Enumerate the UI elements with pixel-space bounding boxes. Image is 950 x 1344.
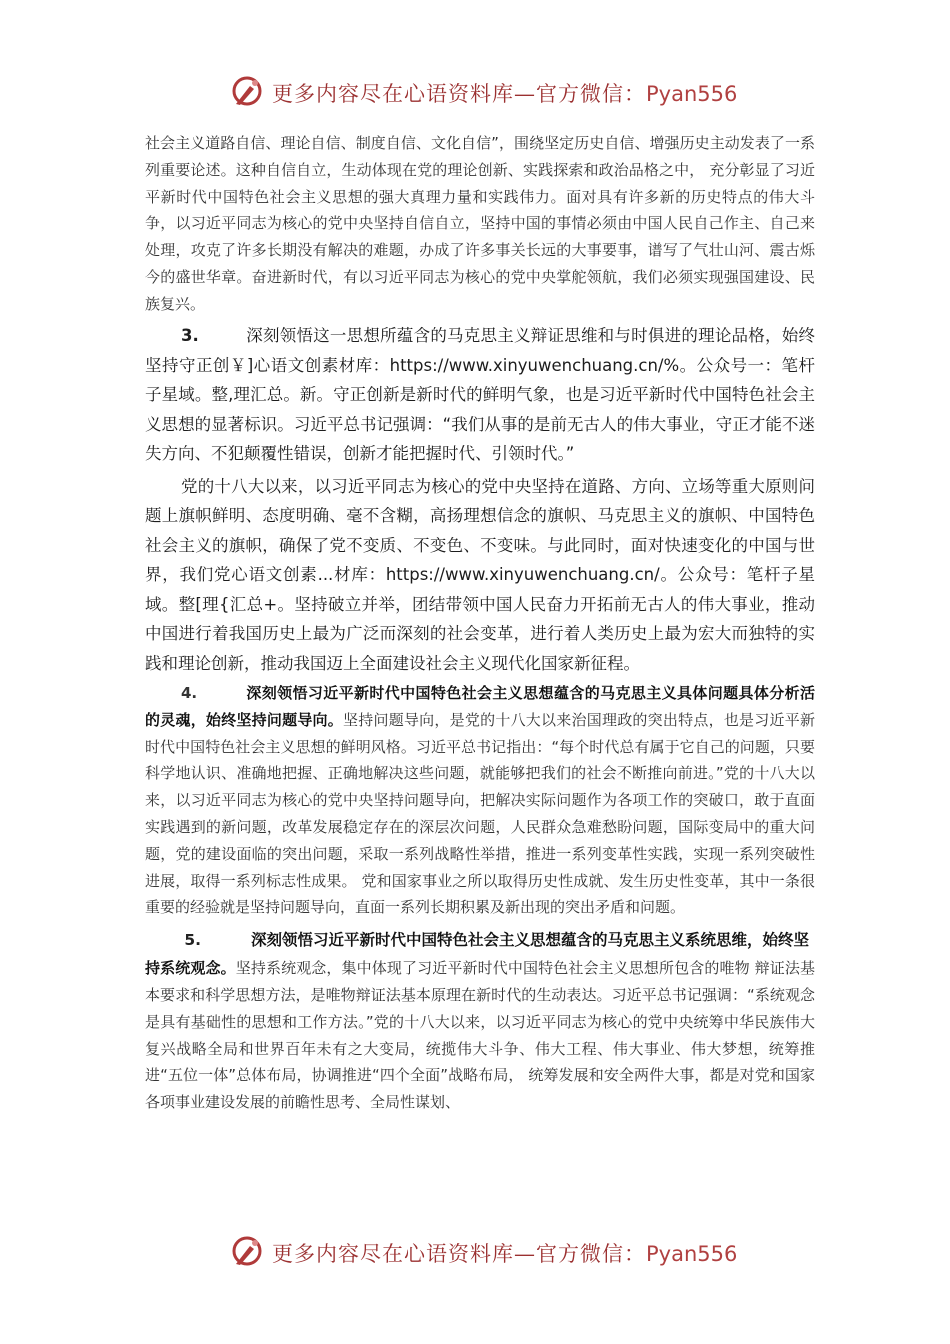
pen-logo-icon — [230, 74, 264, 108]
header-slogan-text: 更多内容尽在心语资料库—官方微信： — [272, 82, 646, 106]
document-body — [145, 130, 815, 1116]
paragraph-3b: 党的十八大以来，以习近平同志为核心的党中央坚持在道路、方向、立场等重大原则问题上旗帜鲜明、态度明确、毫不含糊，高扬理想信念的旗帜、马克思主义的旗帜、中国特色社会主义的旗帜，确保了党不变质、不变色、不变味。与此同时，面对快速变化的中国与世界，我们党心语文创素...材库：https://www.xinyuwenchuang.cn/。公众号：笔杆子星域。整[理{汇总+。坚持破立并举，团结带领中国人民奋力开拓前无古人的伟大事业，推动中国进行着我国历史上最为广泛而深刻的社会变革，进行着人类历史上最为宏大而独特的实践和理论创新，推动我国迈上全面建设社会主义现代化国家新征程。 — [145, 476, 815, 673]
header-banner — [0, 72, 950, 112]
section-5-text: 坚持系统观念，集中体现了习近平新时代中国特色社会主义思想所包含的唯物 辩证法基本要求和科学思想方法，是唯物辩证法基本原理在新时代的生动表达。习近平总书记强调：“系统观念是具有基础性的思想和工作方法。”党的十八大以来，以习近平同志为核心的党中央统筹中华民族伟大复兴战略全局和世界百年未有之大变局，统揽伟大斗争、伟大工程、伟大事业、伟大梦想，统筹推进“五位一体”总体布局，协调推进“四个全面”战略布局， 统筹发展和安全两件大事，都是对党和国家各项事业建设发展的前瞻性思考、全局性谋划、 — [145, 959, 815, 1112]
section-5-body — [145, 955, 815, 1116]
section-4-text: 坚持问题导向，是党的十八大以来治国理政的突出特点，也是习近平新时代中国特色社会主义思想的鲜明风格。习近平总书记指出：“每个时代总有属于它自己的问题，只要科学地认识、准确地把握、正确地解决这些问题，就能够把我们的社会不断推向前进。”党的十八大以来，以习近平同志为核心的党中央坚持问题导向，把解决实际问题作为各项工作的突破口，敢于直面实践遇到的新问题，改革发展稳定存在的深层次问题，人民群众急难愁盼问题，国际变局中的重大问题，党的建设面临的突出问题，采取一系列战略性举措，推进一系列变革性实践，实现一系列突破性进展，取得一系列标志性成果。 党和国家事业之所以取得历史性成就、发生历史性变革，其中一条很重要的经验就是坚持问题导向，直面一系列长期积累及新出现的突出矛盾和问题。 — [145, 710, 815, 917]
header-slogan — [272, 78, 737, 108]
section-3-number: 3. — [181, 326, 199, 345]
section-4 — [145, 680, 815, 921]
footer-banner — [0, 1232, 950, 1272]
header-wechat-id: Pyan556 — [646, 82, 738, 106]
section-4-number: 4. — [181, 684, 198, 702]
section-5-number: 5. — [184, 931, 201, 950]
section-4-heading: 深刻领悟习近平新时代中国特色社会主义思想蕴含的马克思主义具体问题具体分析活的灵魂，始终坚持问题导向。 — [145, 684, 815, 729]
section-5-heading-row — [145, 927, 815, 954]
footer-slogan-text: 更多内容尽在心语资料库—官方微信： — [272, 1242, 646, 1266]
footer-slogan — [272, 1238, 737, 1268]
section-3 — [145, 321, 815, 469]
paragraph-intro: 社会主义道路自信、理论自信、制度自信、文化自信”，围绕坚定历史自信、增强历史主动发表了一系列重要论述。这种自信自立，生动体现在党的理论创新、实践探索和政治品格之中， 充分彰显了习近平新时代中国特色社会主义思想的强大真理力量和实践伟力。面对具有许多新的历史特点的伟大斗争，以习近平同志为核心的党中央坚持自信自立，坚持中国的事情必须由中国人民自己作主、自己来处理，攻克了许多长期没有解决的难题，办成了许多事关长远的大事要事，谱写了气壮山河、震古烁今的盛世华章。奋进新时代，有以习近平同志为核心的党中央掌舵领航，我们必须实现强国建设、民族复兴。 — [145, 134, 815, 313]
section-5-heading-end: 持系统观念。 — [145, 959, 236, 978]
pen-logo-icon — [230, 1234, 264, 1268]
section-5-heading: 深刻领悟习近平新时代中国特色社会主义思想蕴含的马克思主义系统思维，始终坚 — [251, 931, 810, 950]
section-3-text: 深刻领悟这一思想所蕴含的马克思主义辩证思维和与时俱进的理论品格，始终坚持守正创￥]心语文创素材库：https://www.xinyuwenchuang.cn/%。公众号一：笔杆子星域。整,理汇总。新。守正创新是新时代的鲜明气象，也是习近平新时代中国特色社会主义思想的显著标识。习近平总书记强调：“我们从事的是前无古人的伟大事业，守正才能不迷失方向、不犯颠覆性错误，创新才能把握时代、引领时代。” — [145, 326, 815, 463]
footer-wechat-id: Pyan556 — [646, 1242, 738, 1266]
